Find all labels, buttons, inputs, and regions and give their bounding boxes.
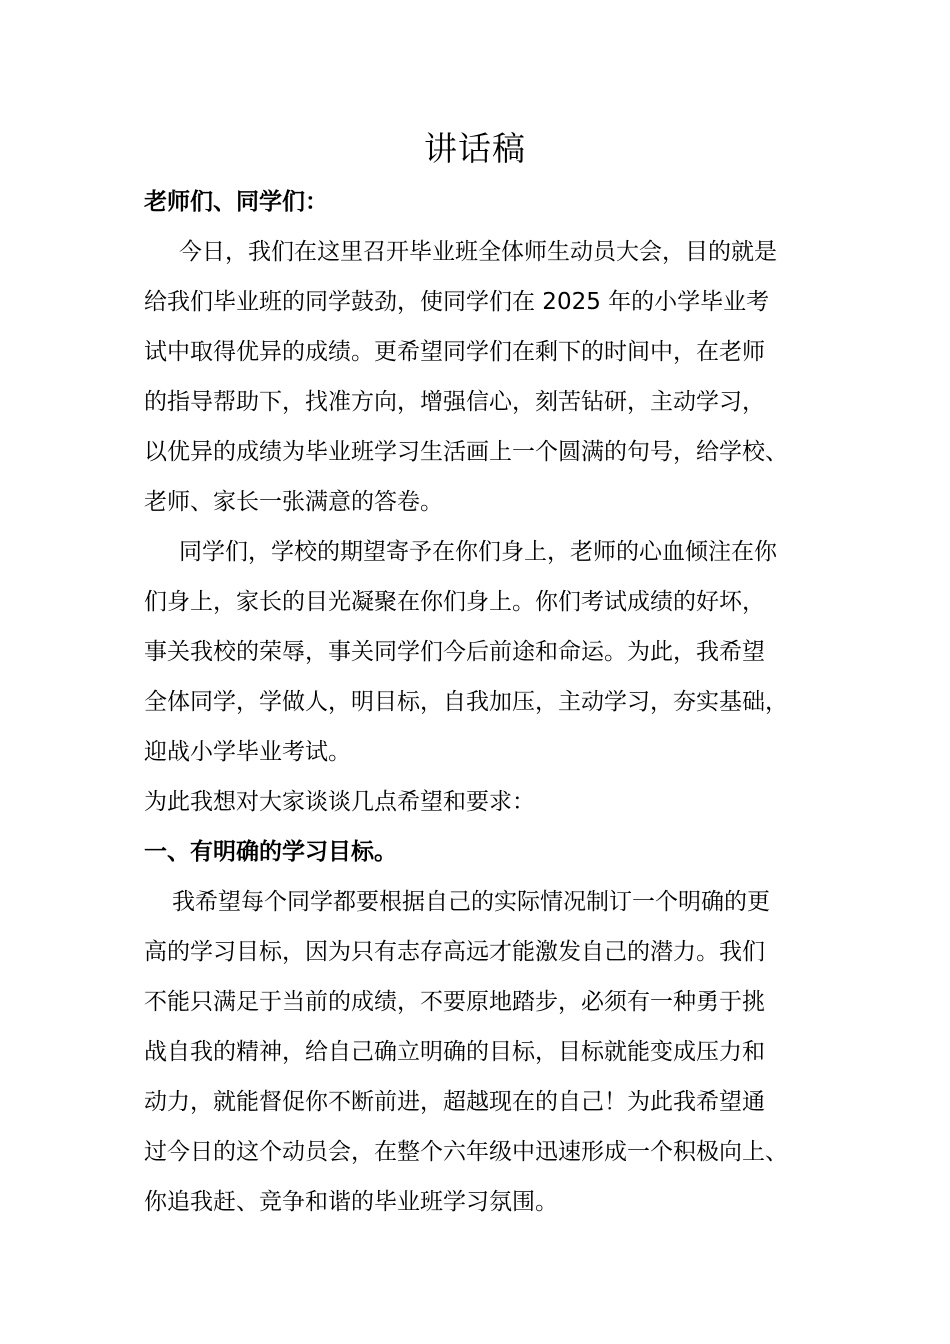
paragraph-1 [144,227,809,527]
paragraph-2-line: 们身上，家长的目光凝聚在你们身上。你们考试成绩的好坏， [144,589,765,615]
paragraph-1-line: 给我们毕业班的同学鼓劲，使同学们在 2025 年的小学毕业考 [144,289,770,315]
paragraph-2-line: 同学们，学校的期望寄予在你们身上，老师的心血倾注在你 [179,539,777,565]
paragraph-1-line: 的指导帮助下，找准方向，增强信心，刻苦钻研，主动学习， [144,389,765,415]
paragraph-3-line: 高的学习目标，因为只有志存高远才能激发自己的潜力。我们 [144,939,765,965]
paragraph-3-line: 你追我赶、竞争和谐的毕业班学习氛围。 [144,1189,558,1215]
section-heading-1: 一、有明确的学习目标。 [144,839,397,865]
document-title: 讲话稿 [424,129,526,168]
paragraph-3-line: 不能只满足于当前的成绩，不要原地踏步，必须有一种勇于挑 [144,989,765,1015]
document-body [144,177,809,1227]
paragraph-3-line: 我希望每个同学都要根据自己的实际情况制订一个明确的更 [172,889,770,915]
paragraph-2-line: 迎战小学毕业考试。 [144,739,351,765]
paragraph-1-line: 老师、家长一张满意的答卷。 [144,489,443,515]
intro-line: 为此我想对大家谈谈几点希望和要求： [144,789,535,815]
paragraph-2 [144,527,809,777]
paragraph-3-line: 过今日的这个动员会，在整个六年级中迅速形成一个积极向上、 [144,1139,788,1165]
paragraph-2-line: 全体同学，学做人，明目标，自我加压，主动学习，夯实基础， [144,689,788,715]
paragraph-3-line: 动力，就能督促你不断前进，超越现在的自己！为此我希望通 [144,1089,765,1115]
paragraph-3 [144,877,809,1227]
paragraph-1-line: 今日，我们在这里召开毕业班全体师生动员大会，目的就是 [179,239,777,265]
salutation: 老师们、同学们： [144,189,328,215]
paragraph-3-line: 战自我的精神，给自己确立明确的目标，目标就能变成压力和 [144,1039,765,1065]
paragraph-2-line: 事关我校的荣辱，事关同学们今后前途和命运。为此，我希望 [144,639,765,665]
paragraph-1-line: 试中取得优异的成绩。更希望同学们在剩下的时间中，在老师 [144,339,765,365]
paragraph-1-line: 以优异的成绩为毕业班学习生活画上一个圆满的句号，给学校、 [144,439,788,465]
